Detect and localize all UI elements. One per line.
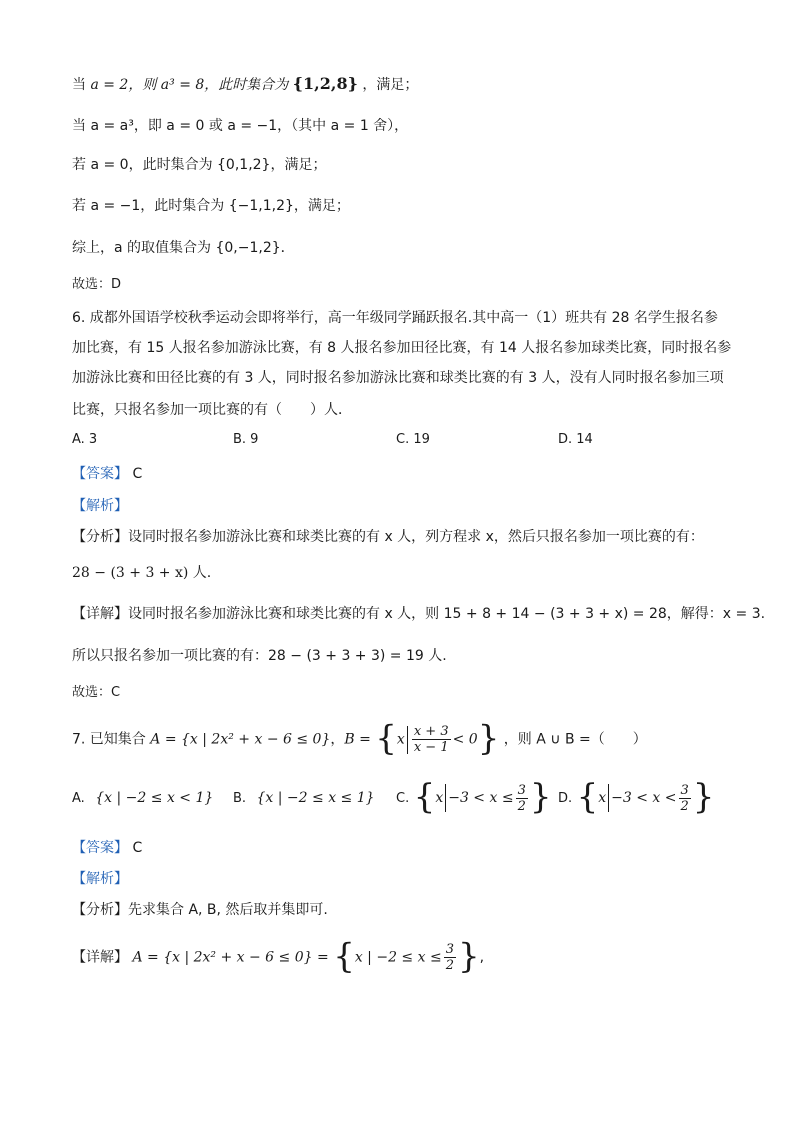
q7-xiangjie-tag: 【详解】	[72, 949, 128, 966]
text-dang: 当	[72, 77, 86, 93]
q7-xj-close-brace: }	[457, 936, 480, 977]
q7-set-b-label: B =	[344, 731, 371, 748]
q7-option-c	[396, 777, 552, 817]
q7-d-cond: −3 < x <	[611, 790, 677, 806]
q7-d-var: x	[598, 790, 607, 806]
q7-set-b-open-brace: {	[375, 718, 397, 759]
solution-line-1	[72, 74, 418, 95]
fenxi-text: 设同时报名参加游泳比赛和球类比赛的有 x 人，列方程求 x，然后只报名参加一项比赛的有：	[128, 529, 704, 545]
q7-d-den: 2	[680, 798, 689, 814]
q7-c-var: x	[435, 790, 444, 806]
q7-fenxi	[72, 900, 328, 920]
solution-line-5	[72, 238, 295, 258]
fenxi-tag: 【分析】	[72, 529, 128, 545]
q6-choice-text: 故选：C	[72, 685, 121, 700]
choice-d	[72, 275, 121, 295]
q7-answer-value: C	[132, 840, 143, 856]
q7-d-open-brace: {	[576, 777, 599, 817]
text-line-5: 综上，a 的取值集合为 {0,−1,2}．	[72, 240, 295, 256]
q7-xiangjie-set-a: A = {x | 2x² + x − 6 ≤ 0} =	[132, 949, 329, 966]
q7-c-num: 3	[517, 782, 526, 798]
q7-option-d-label: D.	[558, 791, 573, 806]
q6-fenxi	[72, 527, 704, 547]
q6-answer	[72, 464, 142, 484]
q7-frac-den: x − 1	[413, 740, 449, 755]
q7-d-bar	[608, 784, 609, 812]
text-line-4: 若 a = −1，此时集合为 {−1,1,2}，满足；	[72, 198, 350, 214]
q6-line-3	[72, 368, 724, 388]
q7-option-a	[72, 790, 213, 806]
set-1-2-8: {1,2,8}	[292, 74, 358, 93]
q7-option-b	[233, 790, 375, 806]
q7-stem	[72, 718, 647, 759]
answer-value: C	[132, 466, 143, 482]
q7-comma: ，	[330, 731, 345, 748]
q7-set-b-bar	[407, 726, 408, 754]
xiangjie-text: 设同时报名参加游泳比赛和球类比赛的有 x 人，则 15 + 8 + 14 − (3 + 3 + x) = 28，解得：x = 3.	[128, 606, 766, 622]
q7-answer-tag: 【答案】	[72, 840, 128, 856]
q6-analysis	[72, 496, 128, 516]
q6-line-2	[72, 338, 731, 358]
q7-xj-den: 2	[445, 958, 454, 973]
q7-fenxi-text: 先求集合 A, B, 然后取并集即可.	[128, 902, 328, 918]
q7-analysis	[72, 869, 128, 889]
xiangjie-tag: 【详解】	[72, 606, 128, 622]
q7-set-a: A = {x | 2x² + x − 6 ≤ 0}	[150, 731, 331, 748]
q6-option-a: A. 3	[72, 432, 98, 447]
q7-xj-num: 3	[445, 942, 454, 957]
q7-tail: ，则 A ∪ B =（ ）	[503, 731, 647, 748]
text-satisfied: ，满足；	[362, 77, 419, 93]
q7-d-num: 3	[680, 782, 689, 798]
text-line-3: 若 a = 0，此时集合为 {0,1,2}，满足；	[72, 157, 327, 173]
text-choice-d: 故选：D	[72, 277, 122, 292]
q6-option-c: C. 19	[396, 432, 430, 447]
q7-c-close-brace: }	[529, 777, 552, 817]
q7-xj-open-brace: {	[333, 936, 355, 977]
xiangjie-text-2: 所以只报名参加一项比赛的有：28 − (3 + 3 + 3) = 19 人.	[72, 648, 447, 664]
q6-line-4	[72, 400, 352, 420]
q7-option-c-label: C.	[396, 791, 410, 806]
q7-xj-cond: x | −2 ≤ x ≤	[354, 949, 442, 966]
solution-line-4	[72, 196, 350, 216]
q6-text-2: 加比赛，有 15 人报名参加游泳比赛，有 8 人报名参加田径比赛，有 14 人报名参加球类比赛，同时报名参	[72, 340, 732, 356]
q6-text-1: 6. 成都外国语学校秋季运动会即将举行，高一年级同学踊跃报名.其中高一（1）班共有 28 名学生报名参	[72, 310, 718, 326]
text-line-2: 当 a = a³，即 a = 0 或 a = −1，（其中 a = 1 舍），	[72, 118, 409, 134]
analysis-tag: 【解析】	[72, 498, 128, 514]
q7-c-den: 2	[517, 798, 526, 814]
q6-line-1	[72, 308, 718, 328]
q6-xiangjie	[72, 604, 765, 624]
solution-line-3	[72, 155, 326, 175]
q7-xiangjie	[72, 936, 485, 977]
q7-lead: 7. 已知集合	[72, 731, 146, 748]
q7-xj-tail: ,	[479, 949, 485, 966]
q7-xj-fraction	[444, 942, 456, 973]
q7-set-b-close-brace: }	[477, 718, 500, 759]
q7-answer	[72, 838, 142, 858]
q6-option-d: D. 14	[558, 432, 593, 447]
q7-d-close-brace: }	[692, 777, 715, 817]
q6-option-b: B. 9	[233, 432, 259, 447]
q7-option-a-label: A.	[72, 791, 85, 806]
q7-option-a-body: {x | −2 ≤ x < 1}	[95, 790, 214, 806]
q7-option-d	[558, 777, 714, 817]
q6-text-4: 比赛，只报名参加一项比赛的有（ ）人．	[72, 402, 352, 418]
q7-analysis-tag: 【解析】	[72, 871, 128, 887]
q7-d-fraction	[679, 783, 691, 814]
q7-set-b-fraction	[412, 724, 451, 755]
q6-fenxi-2	[72, 563, 211, 583]
text-condition: a = 2，则 a³ = 8，此时集合为	[90, 77, 289, 93]
q7-c-bar	[445, 784, 446, 812]
q7-option-b-label: B.	[233, 791, 247, 806]
q7-c-open-brace: {	[413, 777, 436, 817]
answer-tag: 【答案】	[72, 466, 128, 482]
q7-set-b-cond: < 0	[452, 731, 478, 748]
q7-set-b-var: x	[396, 731, 405, 748]
q6-xiangjie-2	[72, 646, 447, 666]
q7-c-cond: −3 < x ≤	[448, 790, 514, 806]
q7-option-b-body: {x | −2 ≤ x ≤ 1}	[256, 790, 375, 806]
solution-line-2	[72, 116, 408, 136]
q6-choice	[72, 683, 120, 703]
q6-text-3: 加游泳比赛和田径比赛的有 3 人，同时报名参加游泳比赛和球类比赛的有 3 人，没有人同时报名参加三项	[72, 370, 724, 386]
q7-fenxi-tag: 【分析】	[72, 902, 128, 918]
q7-frac-num: x + 3	[413, 724, 449, 739]
fenxi-expr: 28 − (3 + 3 + x) 人.	[72, 565, 212, 581]
q7-c-fraction	[516, 783, 528, 814]
